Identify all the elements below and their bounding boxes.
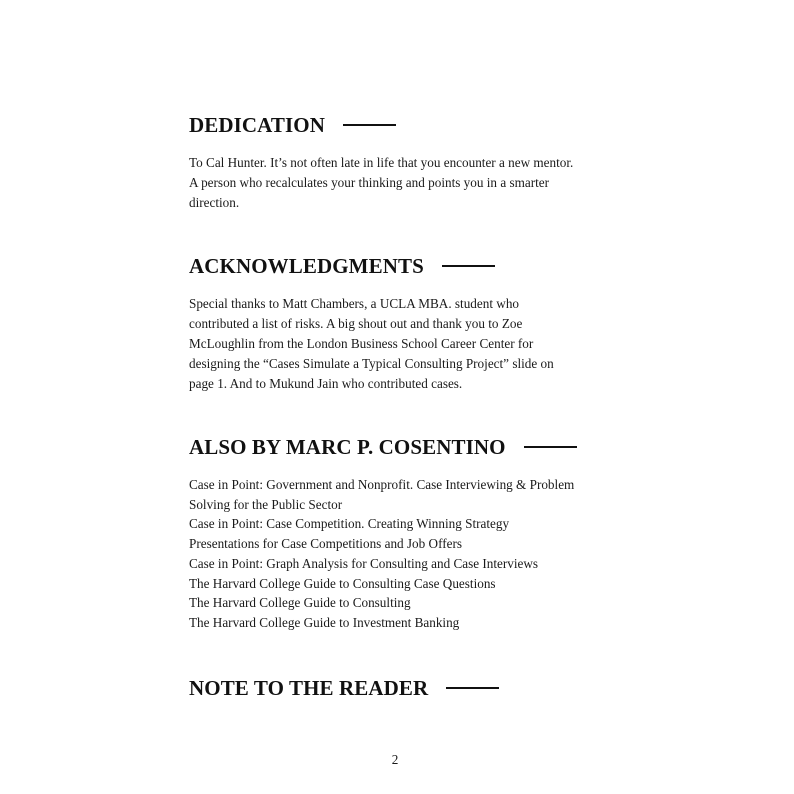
note-to-reader-section [189, 676, 619, 700]
note-to-reader-heading [189, 676, 619, 700]
acknowledgments-line: Special thanks to Matt Chambers, a UCLA MBA. student who [189, 296, 520, 311]
list-item: Presentations for Case Competitions and Job Offers [189, 536, 462, 552]
also-by-heading-rule [524, 446, 577, 448]
list-item: The Harvard College Guide to Consulting Case Questions [189, 575, 496, 591]
dedication-title: DEDICATION [189, 113, 325, 137]
dedication-text [189, 153, 619, 213]
list-item: Case in Point: Graph Analysis for Consulting and Case Interviews [189, 555, 539, 571]
page-number: 2 [391, 752, 399, 767]
also-by-title: ALSO BY MARC P. COSENTINO [189, 435, 506, 459]
note-to-reader-title: NOTE TO THE READER [189, 676, 429, 700]
acknowledgments-section [189, 254, 619, 394]
acknowledgments-heading-rule [442, 265, 495, 267]
acknowledgments-line: designing the “Cases Simulate a Typical Consulting Project” slide on [189, 356, 554, 371]
list-item: Case in Point: Government and Nonprofit. Case Interviewing & Problem [189, 477, 575, 492]
acknowledgments-line: page 1. And to Mukund Jain who contributed cases. [189, 376, 463, 391]
dedication-section [189, 113, 619, 213]
dedication-heading-rule [343, 124, 396, 126]
list-item: The Harvard College Guide to Investment Banking [189, 614, 460, 630]
list-item: Case in Point: Case Competition. Creating Winning Strategy [189, 516, 510, 532]
dedication-line: direction. [189, 195, 240, 210]
dedication-line: To Cal Hunter. It’s not often late in life that you encounter a new mentor. [189, 155, 574, 170]
acknowledgments-line: contributed a list of risks. A big shout out and thank you to Zoe [189, 316, 523, 331]
acknowledgments-text [189, 294, 619, 394]
dedication-line: A person who recalculates your thinking and points you in a smarter [189, 175, 550, 190]
also-by-section [189, 435, 619, 633]
book-list [189, 475, 619, 633]
list-item: Solving for the Public Sector [189, 496, 343, 512]
acknowledgments-line: McLoughlin from the London Business School Career Center for [189, 336, 534, 351]
dedication-heading [189, 113, 619, 137]
acknowledgments-heading [189, 254, 619, 278]
list-item: The Harvard College Guide to Consulting [189, 595, 411, 611]
also-by-heading [189, 435, 619, 459]
acknowledgments-title: ACKNOWLEDGMENTS [189, 254, 424, 278]
note-to-reader-heading-rule [446, 687, 499, 689]
